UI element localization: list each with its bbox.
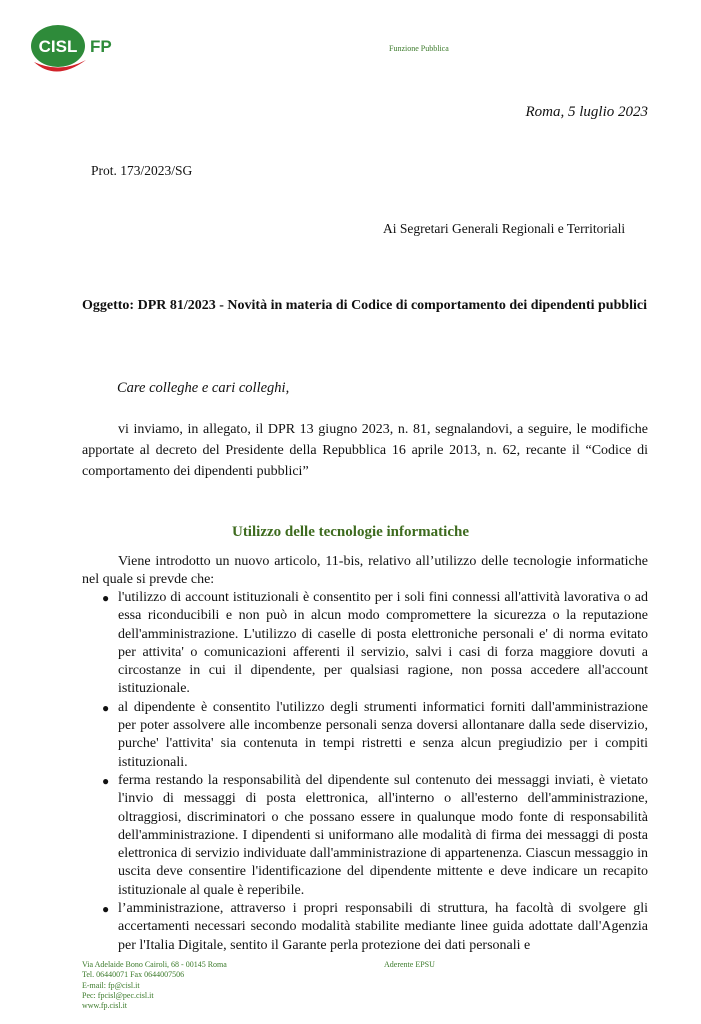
list-item-text: ferma restando la responsabilità del dipendente sul contenuto dei messaggi inviati, è vietato l'invio di messaggi di posta elettronica, all'interno o all'esterno dell'amministrazione, oltraggiosi, discriminatori o che possano essere in qualunque modo fonte di responsabilità dell'amministrazione. I dipendenti si uniformano alle modalità di firma dei messaggi di posta elettronica di servizio individuate dall'amministrazione di appartenenza. Ciascun messaggio in uscita deve consentire l'identificazione del dipendente mittente e deve indicare un recapito istituzionale al quale è reperibile.	[118, 772, 648, 898]
bullet-icon: ●	[102, 902, 110, 917]
footer-contacts	[82, 960, 227, 1011]
footer-website[interactable]: www.fp.cisl.it	[82, 1001, 128, 1011]
header-org-name: Funzione Pubblica	[389, 44, 449, 53]
letter-date: Roma, 5 luglio 2023	[525, 104, 648, 120]
bullet-icon: ●	[102, 700, 110, 715]
list-item	[82, 589, 648, 699]
bullet-icon: ●	[102, 591, 110, 605]
list-item	[82, 900, 648, 955]
list-item-text: al dipendente è consentito l'utilizzo degli strumenti informatici forniti dall'amministrazione per poter assolvere alle incombenze personali senza doversi allontanare dalla sede diservizio, purche' l'attivita' sia contenuta in tempi ristretti e senza alcun pregiudizio per i compiti istituzionali.	[118, 699, 648, 770]
intro-paragraph: vi inviamo, in allegato, il DPR 13 giugno 2023, n. 81, segnalandovi, a seguire, le modifiche apportate al decreto del Presidente della Repubblica 16 aprile 2013, n. 62, recante il “Codice di comportamento dei dipendenti pubblici”	[82, 422, 648, 479]
footer-email[interactable]: E-mail: fp@cisl.it	[82, 980, 140, 990]
svg-text:FP: FP	[90, 37, 112, 56]
bullet-icon: ●	[102, 773, 110, 788]
svg-text:CISL: CISL	[38, 37, 78, 56]
recipients: Ai Segretari Generali Regionali e Territoriali	[383, 221, 626, 236]
greeting: Care colleghe e cari colleghi,	[117, 380, 290, 396]
footer-pec[interactable]: Pec: fpcisl@pec.cisl.it	[82, 990, 154, 1000]
footer-address: Via Adelaide Bono Cairoli, 68 - 00145 Roma	[82, 960, 227, 969]
protocol-number: Prot. 173/2023/SG	[91, 163, 193, 178]
list-item-text: l'utilizzo di account istituzionali è consentito per i soli fini connessi all'attività lavorativa o ad essa riconducibili e non può in alcun modo compromettere la sicurezza o la reputazione dell'amministrazione. L'utilizzo di caselle di posta elettroniche personali e' di norma evitato per attivita' o comunicazioni afferenti il servizio, salvi i casi di forza maggiore dovuti a circostanze in cui il dipendente, per qualsiasi ragione, non possa accedere all'account istituzionale.	[118, 590, 648, 697]
list-item	[82, 772, 648, 900]
section-title: Utilizzo delle tecnologie informatiche	[231, 524, 469, 540]
list-item-text: l’amministrazione, attraverso i propri responsabili di struttura, ha facoltà di svolgere gli accertamenti necessari secondo modalità stabilite mediante linee guida adottate dall'Agenzia per l'Italia Digitale, sentito il Garante perla protezione dei dati personali e	[118, 901, 648, 953]
footer-phone: Tel. 06440071 Fax 0644007506	[82, 970, 185, 980]
subject: Oggetto: DPR 81/2023 - Novità in materia di Codice di comportamento dei dipendenti pubblici	[82, 298, 648, 313]
footer-affiliation: Aderente EPSU	[384, 960, 435, 969]
section-lead: Viene introdotto un nuovo articolo, 11-bis, relativo all’utilizzo delle tecnologie informatiche nel quale si prevde che:	[82, 554, 648, 587]
cisl-fp-logo	[28, 22, 118, 82]
bullet-list	[82, 589, 648, 955]
list-item	[82, 699, 648, 772]
